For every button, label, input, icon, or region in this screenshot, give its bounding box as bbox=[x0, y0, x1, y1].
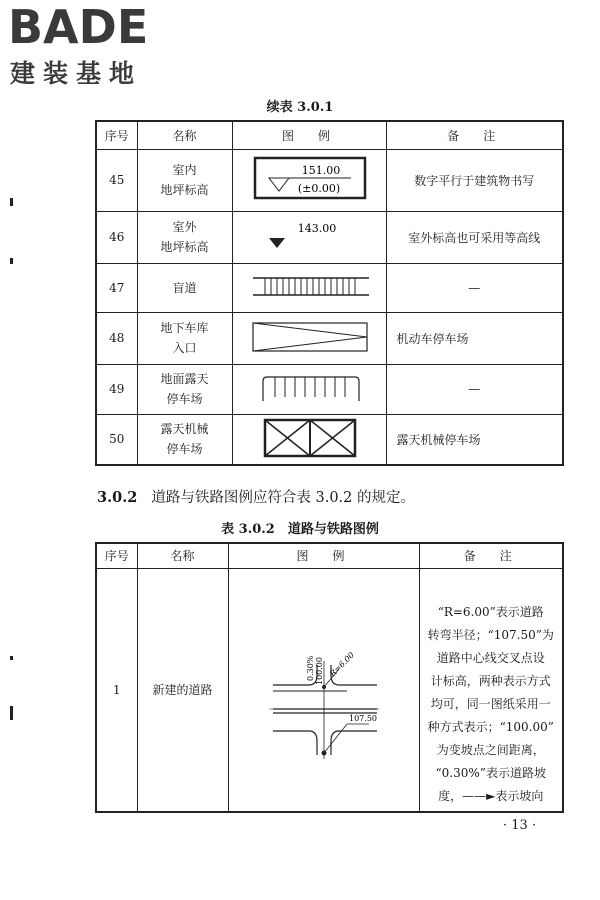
row-name-line: 地下车库 bbox=[160, 321, 209, 335]
logo-wordmark: BADE bbox=[8, 0, 149, 54]
table-row bbox=[96, 414, 563, 465]
row-note: 数字平行于建筑物书写 bbox=[386, 149, 563, 211]
header-no: 序号 bbox=[96, 121, 137, 149]
bade-logo bbox=[8, 2, 178, 92]
distance-label: 100.00 bbox=[314, 656, 324, 685]
row-name bbox=[137, 149, 232, 211]
table-row bbox=[96, 149, 563, 211]
tactile-path-symbol bbox=[233, 264, 387, 309]
row-name bbox=[137, 312, 232, 364]
row-name: 新建的道路 bbox=[137, 568, 228, 812]
row-name: 盲道 bbox=[137, 263, 232, 312]
table-3-0-1-continued bbox=[95, 120, 564, 466]
row-name bbox=[137, 364, 232, 414]
note-line: “0.30%”表示道路坡 bbox=[435, 766, 546, 780]
table-row bbox=[96, 312, 563, 364]
header-name: 名称 bbox=[137, 121, 232, 149]
header-legend: 图 例 bbox=[228, 543, 419, 568]
row-number: 49 bbox=[96, 364, 137, 414]
new-road-symbol bbox=[229, 569, 420, 808]
note-line: 计标高，两种表示方式 bbox=[430, 674, 551, 688]
row-number: 48 bbox=[96, 312, 137, 364]
note-line: 转弯半径；“107.50”为 bbox=[427, 628, 554, 642]
row-name-line: 停车场 bbox=[166, 392, 203, 406]
section-3-0-2 bbox=[97, 486, 415, 507]
margin-mark bbox=[10, 198, 13, 206]
note-line: 为变坡点之间距离， bbox=[436, 743, 545, 757]
row-name-line: 室外 bbox=[172, 220, 197, 234]
row-name-line: 地坪标高 bbox=[160, 183, 209, 197]
note-line: 道路中心线交叉点设 bbox=[436, 651, 545, 665]
legend-outdoor-elevation bbox=[232, 211, 386, 263]
elevation-value: 143.00 bbox=[297, 221, 336, 235]
header-note: 备 注 bbox=[386, 121, 563, 149]
row-name bbox=[137, 211, 232, 263]
legend-new-road bbox=[228, 568, 419, 812]
section-number: 3.0.2 bbox=[97, 489, 138, 506]
note-line: 种方式表示；“100.00” bbox=[427, 720, 554, 734]
row-note: — bbox=[386, 263, 563, 312]
row-name-line: 停车场 bbox=[166, 442, 203, 456]
row-note: — bbox=[386, 364, 563, 414]
outdoor-elevation-symbol bbox=[233, 212, 387, 260]
row-name-line: 露天机械 bbox=[160, 422, 209, 436]
header-name: 名称 bbox=[137, 543, 228, 568]
note-line: “R=6.00”表示道路 bbox=[437, 605, 544, 619]
header-note: 备 注 bbox=[419, 543, 563, 568]
legend-underground-garage-entrance bbox=[232, 312, 386, 364]
legend-mechanical-parking bbox=[232, 414, 386, 465]
note-line: 均可，同一图纸采用一 bbox=[430, 697, 551, 711]
row-name-line: 地坪标高 bbox=[160, 240, 209, 254]
table-row bbox=[96, 263, 563, 312]
table1-caption: 续表 3.0.1 bbox=[266, 100, 334, 115]
row-name-line: 入口 bbox=[172, 341, 197, 355]
section-text: 道路与铁路图例应符合表 3.0.2 的规定。 bbox=[151, 490, 415, 506]
row-note: 机动车停车场 bbox=[386, 312, 563, 364]
table-row bbox=[96, 364, 563, 414]
page-number: · 13 · bbox=[503, 818, 537, 833]
elevation-sub: (±0.00) bbox=[297, 181, 340, 195]
legend-tactile-path bbox=[232, 263, 386, 312]
open-air-parking-symbol bbox=[233, 365, 387, 411]
logo-subtitle: 建装基地 bbox=[10, 59, 143, 88]
row-note: 室外标高也可采用等高线 bbox=[386, 211, 563, 263]
header-legend: 图 例 bbox=[232, 121, 386, 149]
table-row bbox=[96, 568, 563, 812]
row-note bbox=[419, 568, 563, 812]
garage-entrance-symbol bbox=[233, 313, 387, 361]
row-number: 45 bbox=[96, 149, 137, 211]
legend-indoor-elevation bbox=[232, 149, 386, 211]
indoor-elevation-symbol bbox=[233, 150, 387, 208]
row-name-line: 室内 bbox=[172, 163, 197, 177]
header-no: 序号 bbox=[96, 543, 137, 568]
table2-caption: 表 3.0.2 道路与铁路图例 bbox=[221, 522, 379, 537]
row-note: 露天机械停车场 bbox=[386, 414, 563, 465]
row-number: 47 bbox=[96, 263, 137, 312]
row-name-line: 地面露天 bbox=[160, 372, 209, 386]
row-number: 1 bbox=[96, 568, 137, 812]
radius-label: R=6.00 bbox=[327, 649, 356, 678]
slope-label: 0.30% bbox=[305, 655, 315, 681]
elevation-label: 107.50 bbox=[348, 713, 377, 723]
mechanical-parking-symbol bbox=[233, 415, 387, 461]
margin-mark bbox=[10, 656, 13, 660]
table-3-0-2 bbox=[95, 542, 564, 813]
margin-mark bbox=[10, 258, 13, 264]
row-number: 46 bbox=[96, 211, 137, 263]
row-name bbox=[137, 414, 232, 465]
margin-mark bbox=[10, 706, 13, 720]
table-row bbox=[96, 211, 563, 263]
legend-open-air-parking bbox=[232, 364, 386, 414]
elevation-value: 151.00 bbox=[301, 163, 340, 177]
row-number: 50 bbox=[96, 414, 137, 465]
note-line: 度，——►表示坡向 bbox=[438, 789, 544, 803]
